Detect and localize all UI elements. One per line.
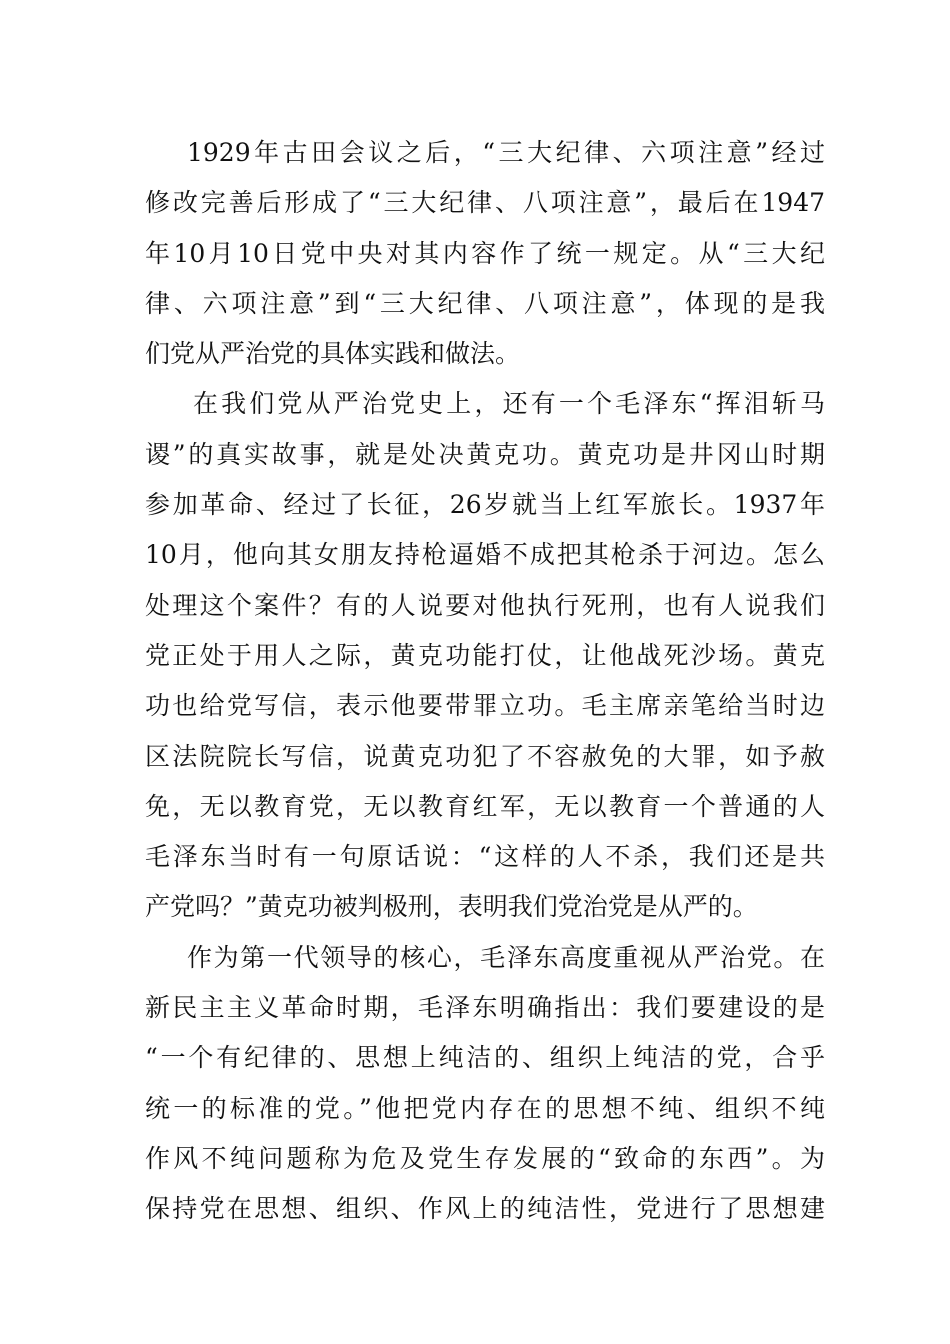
text-line: 年10月10日党中央对其内容作了统一规定。从“三大纪 bbox=[145, 238, 825, 268]
text-line: 作风不纯问题称为危及党生存发展的“致命的东西”。为 bbox=[145, 1143, 825, 1173]
text-line: 毛泽东当时有一句原话说：“这样的人不杀，我们还是共 bbox=[145, 842, 825, 872]
text-line: 区法院院长写信，说黄克功犯了不容赦免的大罪，如予赦 bbox=[145, 741, 825, 771]
text-line: 1929年古田会议之后，“三大纪律、六项注意”经过 bbox=[187, 138, 825, 167]
text-line: 功也给党写信，表示他要带罪立功。毛主席亲笔给当时边 bbox=[145, 691, 825, 721]
text-line: 谡”的真实故事，就是处决黄克功。黄克功是井冈山时期 bbox=[145, 439, 825, 469]
text-line: 作为第一代领导的核心，毛泽东高度重视从严治党。在 bbox=[187, 942, 825, 972]
text-line: 修改完善后形成了“三大纪律、八项注意”，最后在1947 bbox=[145, 188, 825, 218]
text-line: 产党吗？”黄克功被判极刑，表明我们党治党是从严的。 bbox=[145, 892, 758, 922]
text-line: 党正处于用人之际，黄克功能打仗，让他战死沙场。黄克 bbox=[145, 640, 825, 670]
document-body bbox=[145, 128, 825, 1235]
text-line: 参加革命、经过了长征，26岁就当上红军旅长。1937年 bbox=[145, 490, 825, 520]
text-line: 在我们党从严治党史上，还有一个毛泽东“挥泪斩马 bbox=[193, 389, 825, 419]
paragraph-3 bbox=[145, 933, 825, 1235]
text-line: “一个有纪律的、思想上纯洁的、组织上纯洁的党，合乎 bbox=[145, 1043, 825, 1073]
text-line: 统一的标准的党。”他把党内存在的思想不纯、组织不纯 bbox=[145, 1093, 825, 1123]
text-line: 新民主主义革命时期，毛泽东明确指出：我们要建设的是 bbox=[145, 993, 825, 1023]
text-line: 们党从严治党的具体实践和做法。 bbox=[145, 339, 521, 369]
text-line: 免，无以教育党，无以教育红军，无以教育一个普通的人 bbox=[145, 791, 825, 821]
paragraph-2 bbox=[145, 379, 825, 932]
text-line: 10月，他向其女朋友持枪逼婚不成把其枪杀于河边。怎么 bbox=[145, 540, 825, 570]
text-line: 处理这个案件？有的人说要对他执行死刑，也有人说我们 bbox=[145, 590, 825, 620]
text-line: 律、六项注意”到“三大纪律、八项注意”，体现的是我 bbox=[145, 288, 825, 318]
paragraph-1 bbox=[145, 128, 825, 379]
text-line: 保持党在思想、组织、作风上的纯洁性，党进行了思想建 bbox=[145, 1194, 825, 1224]
